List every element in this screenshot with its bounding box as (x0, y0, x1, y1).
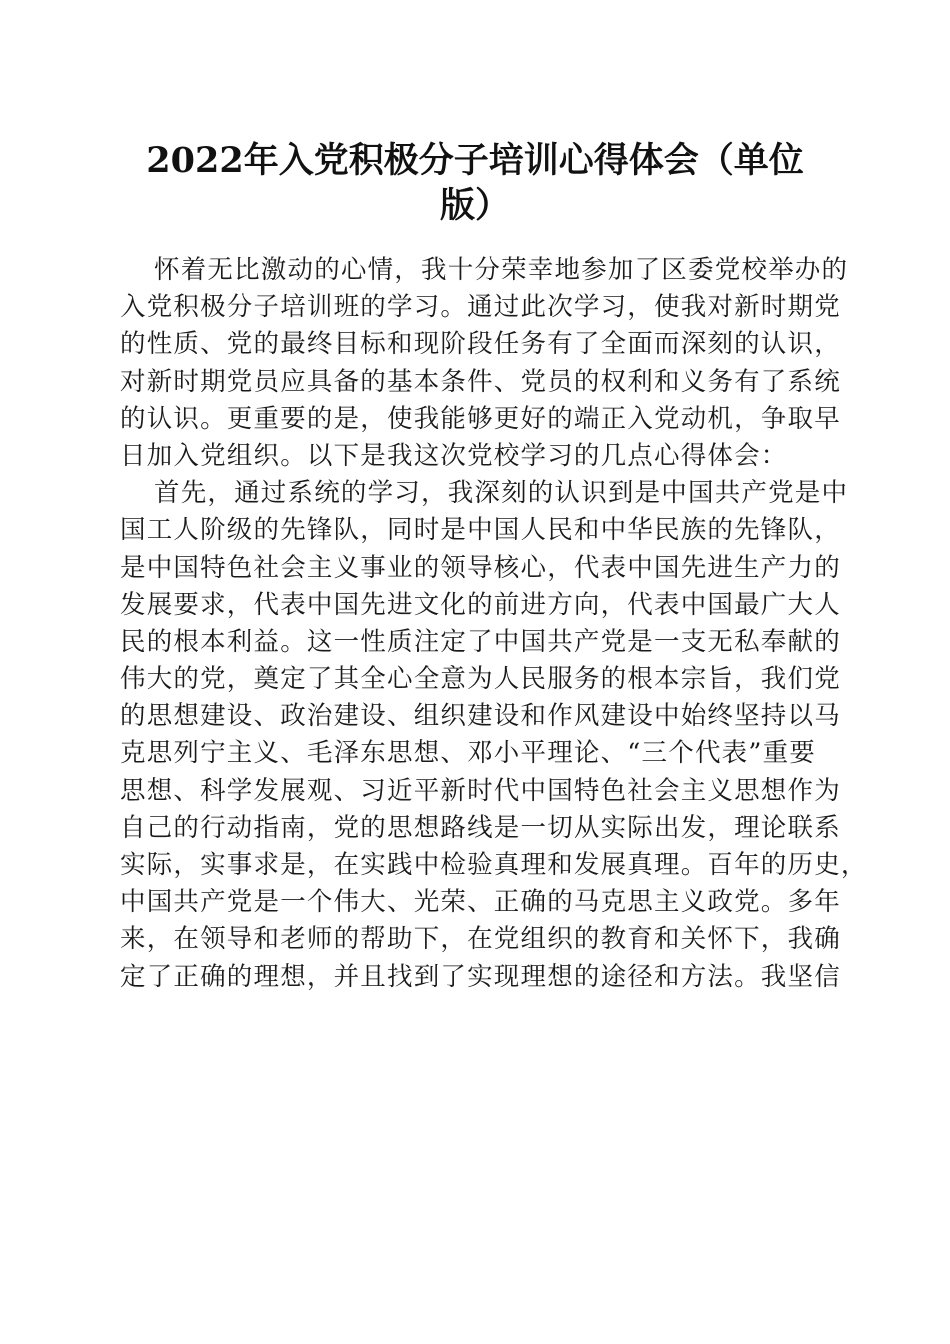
paragraph-line: 的思想建设、政治建设、组织建设和作风建设中始终坚持以马 (120, 701, 841, 732)
paragraph-2 (120, 475, 868, 996)
paragraph-line: 来，在领导和老师的帮助下，在党组织的教育和关怀下，我确 (120, 924, 841, 955)
paragraph-line: 实际，实事求是，在实践中检验真理和发展真理。百年的历史， (120, 850, 868, 880)
title-line-2: 版） (439, 185, 510, 226)
title-line-1: 2022年入党积极分子培训心得体会（单位 (146, 140, 804, 181)
document-title (140, 138, 810, 228)
document-body (120, 252, 868, 996)
paragraph-line: 中国共产党是一个伟大、光荣、正确的马克思主义政党。多年 (120, 887, 841, 918)
paragraph-line: 发展要求，代表中国先进文化的前进方向，代表中国最广大人 (120, 589, 841, 620)
paragraph-line: 国工人阶级的先锋队，同时是中国人民和中华民族的先锋队， (120, 515, 841, 546)
paragraph-line: 对新时期党员应具备的基本条件、党员的权利和义务有了系统 (120, 366, 841, 397)
paragraph-line: 的性质、党的最终目标和现阶段任务有了全面而深刻的认识， (120, 329, 841, 360)
paragraph-line: 自己的行动指南，党的思想路线是一切从实际出发，理论联系 (120, 812, 841, 843)
paragraph-line: 怀着无比激动的心情，我十分荣幸地参加了区委党校举办的 (154, 255, 849, 285)
paragraph-line: 伟大的党，奠定了其全心全意为人民服务的根本宗旨，我们党 (120, 664, 841, 695)
paragraph-line: 的认识。更重要的是，使我能够更好的端正入党动机，争取早 (120, 403, 841, 434)
paragraph-line: 民的根本利益。这一性质注定了中国共产党是一支无私奉献的 (120, 626, 841, 657)
paragraph-line: 克思列宁主义、毛泽东思想、邓小平理论、“三个代表”重要 (120, 738, 816, 769)
paragraph-line: 定了正确的理想，并且找到了实现理想的途径和方法。我坚信 (120, 961, 841, 992)
paragraph-line: 首先，通过系统的学习，我深刻的认识到是中国共产党是中 (154, 478, 849, 509)
paragraph-1 (120, 252, 849, 475)
paragraph-line: 入党积极分子培训班的学习。通过此次学习，使我对新时期党 (120, 292, 841, 323)
paragraph-line: 思想、科学发展观、习近平新时代中国特色社会主义思想作为 (120, 775, 841, 806)
paragraph-line: 是中国特色社会主义事业的领导核心，代表中国先进生产力的 (120, 552, 841, 583)
paragraph-line: 日加入党组织。以下是我这次党校学习的几点心得体会： (120, 440, 788, 471)
